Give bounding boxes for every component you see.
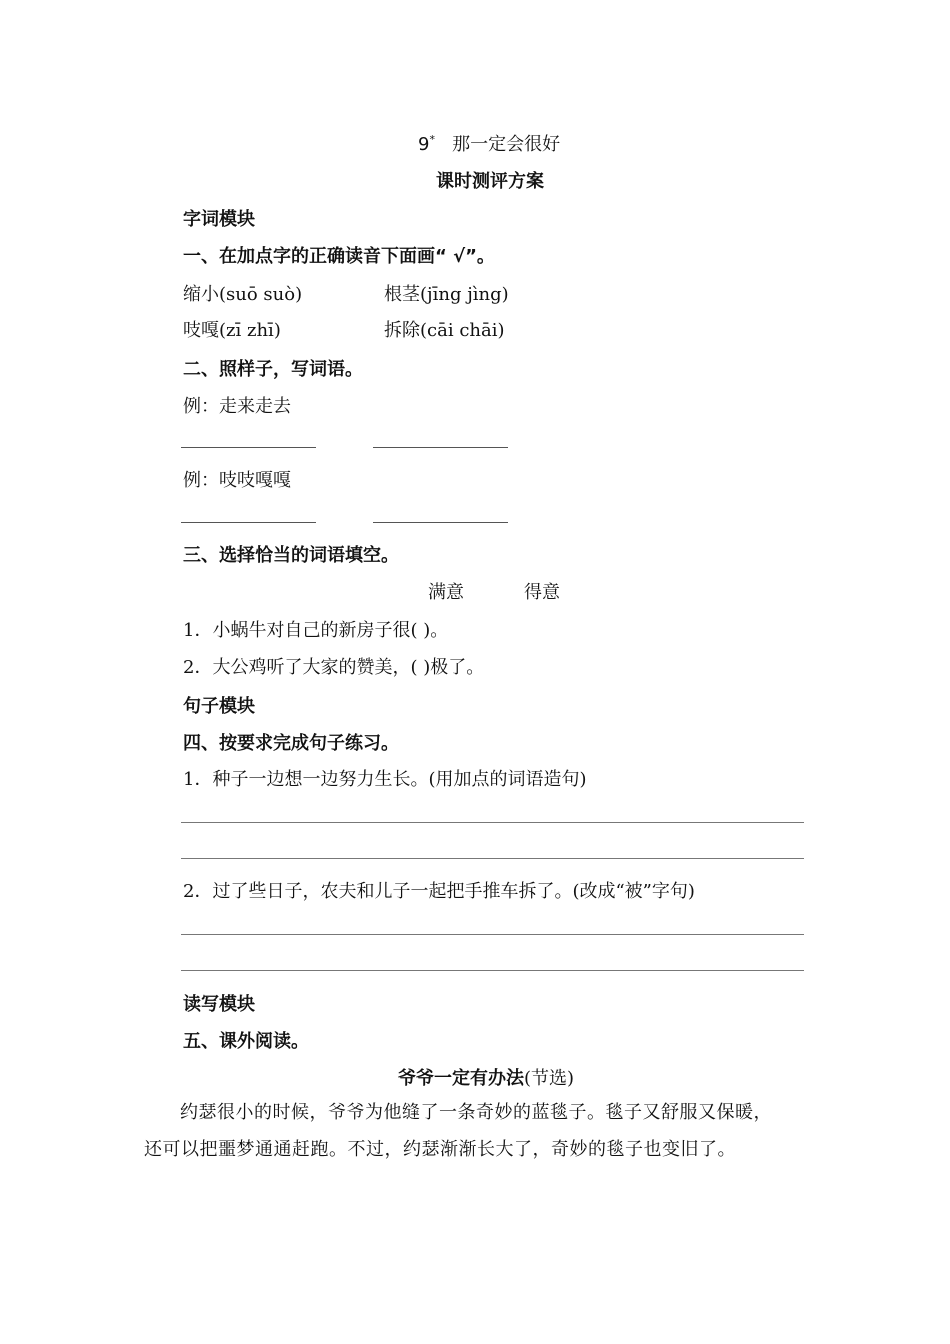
answer-blank[interactable] [181,447,316,448]
q4-title: 四、按要求完成句子练习。 [183,733,399,754]
passage-paragraph: 约瑟很小的时候，爷爷为他缝了一条奇妙的蓝毯子。毯子又舒服又保暖，还可以把噩梦通通赶跑。不过，约瑟渐渐长大了，奇妙的毯子也变旧了。 [144,1102,772,1160]
passage-title-text: 爷爷一定有办法 [398,1068,524,1089]
answer-blank[interactable] [373,447,508,448]
words-module-heading: 字词模块 [183,209,255,230]
q2-example-1: 例：走来走去 [183,396,291,417]
q2-title: 二、照样子，写词语。 [183,359,363,380]
answer-line[interactable] [181,934,804,935]
sentences-module-heading: 句子模块 [183,696,255,717]
q1-item-4: 拆除(cāi chāi) [384,320,505,341]
passage-title-note: (节选) [524,1068,575,1089]
answer-blank[interactable] [181,522,316,523]
q3-sentence-2: 2．大公鸡听了大家的赞美，( )极了。 [183,657,485,678]
lesson-mark: * [429,133,435,146]
q1-item-2: 根茎(jīng jìng) [384,284,509,305]
answer-line[interactable] [181,858,804,859]
q1-item-3: 吱嘎(zī zhī) [183,320,281,341]
q3-sentence-1: 1．小蜗牛对自己的新房子很( )。 [183,620,449,641]
lesson-number: 9 [418,134,430,155]
lesson-title [418,130,560,156]
answer-line[interactable] [181,822,804,823]
q3-title: 三、选择恰当的词语填空。 [183,545,399,566]
answer-blank[interactable] [373,522,508,523]
page-subtitle: 课时测评方案 [436,171,544,192]
lesson-name: 那一定会很好 [452,134,561,155]
answer-line[interactable] [181,970,804,971]
q1-item-1: 缩小(suō suò) [183,284,303,305]
q4-item-1: 1．种子一边想一边努力生长。(用加点的词语造句) [183,769,587,790]
q5-title: 五、课外阅读。 [183,1031,309,1052]
passage-title [398,1064,574,1090]
q3-option-2: 得意 [524,582,560,603]
q3-option-1: 满意 [428,582,464,603]
reading-module-heading: 读写模块 [183,994,255,1015]
q4-item-2: 2．过了些日子，农夫和儿子一起把手推车拆了。(改成“被”字句) [183,881,695,902]
q1-title: 一、在加点字的正确读音下面画“ √”。 [183,246,495,267]
q2-example-2: 例：吱吱嘎嘎 [183,470,291,491]
